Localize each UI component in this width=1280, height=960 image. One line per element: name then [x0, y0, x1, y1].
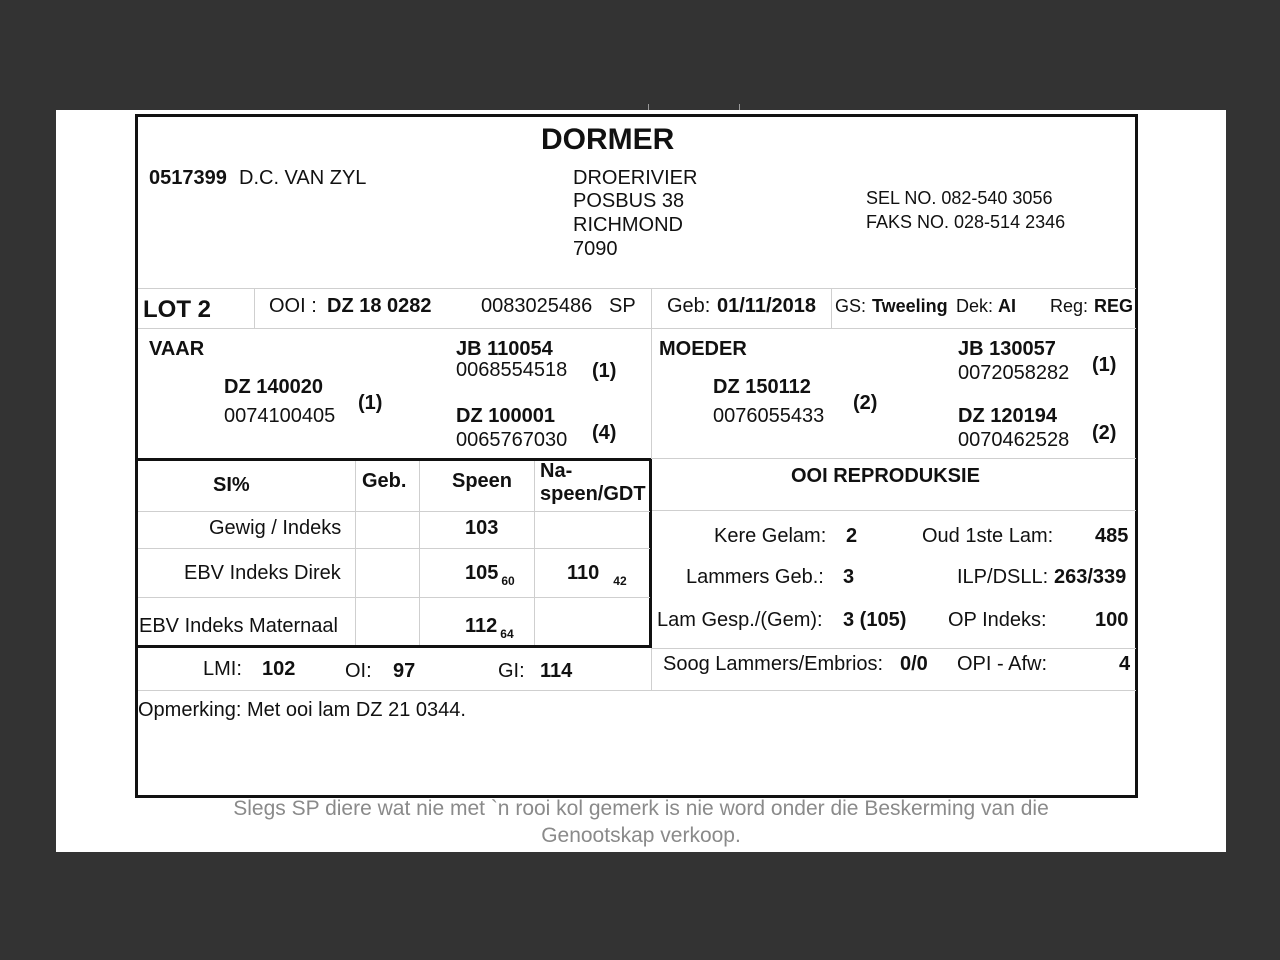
divider: [138, 548, 650, 549]
lambs-weaned-value: 3 (105): [843, 609, 907, 631]
post-weaning-value-main: 110: [567, 562, 600, 584]
si-table-border: [136, 458, 652, 461]
page-tick-mark: [739, 104, 740, 110]
post-weaning-accuracy: 42: [613, 574, 627, 588]
op-index-value: 100: [1095, 609, 1129, 631]
weaning-column-header: Speen: [452, 470, 513, 492]
first-lamb-age-value: 485: [1095, 525, 1129, 547]
remark: [138, 698, 466, 722]
breed-title: DORMER: [541, 123, 675, 156]
birth-status: Tweeling: [872, 296, 948, 316]
breeder-number: 0517399: [149, 167, 227, 189]
dam-sire-id: JB 130057: [958, 338, 1056, 360]
dam-heading: MOEDER: [659, 338, 747, 360]
sire-sire-number: 0068554518: [456, 359, 568, 381]
address-line: RICHMOND: [573, 214, 683, 236]
registration-label: Reg:: [1050, 296, 1089, 316]
table-row-label: EBV Indeks Maternaal: [139, 615, 338, 637]
mating-type: AI: [998, 296, 1016, 316]
ewe-number: 0083025486: [481, 295, 593, 317]
oi-value: 97: [393, 660, 416, 682]
opi-deviation-label: OPI - Afw:: [957, 653, 1048, 675]
dam-number: 0076055433: [713, 405, 825, 427]
birth-date-label: Geb:: [667, 295, 711, 317]
birth-date: 01/11/2018: [717, 295, 816, 317]
dam-dam-number: 0070462528: [958, 429, 1070, 451]
lambings-value: 2: [846, 525, 858, 547]
footer-note: Genootskap verkoop.: [541, 824, 741, 847]
address-line: POSBUS 38: [573, 190, 685, 212]
dam-id: DZ 150112: [713, 376, 811, 398]
divider: [138, 690, 1136, 691]
divider: [831, 288, 832, 328]
sire-dam-id: DZ 100001: [456, 405, 555, 427]
sire-dam-count: (4): [592, 422, 617, 444]
lambs-weaned-label: Lam Gesp./(Gem):: [657, 609, 823, 631]
weaning-value-main: 105: [465, 562, 499, 584]
remark-text: Met ooi lam DZ 21 0344.: [246, 699, 466, 721]
ilp-value: 263/339: [1054, 566, 1127, 588]
table-row-label: Gewig / Indeks: [209, 517, 342, 539]
oi-label: OI:: [345, 660, 372, 682]
sire-id: DZ 140020: [224, 376, 323, 398]
dam-sire-number: 0072058282: [958, 362, 1070, 384]
reproduction-title: OOI REPRODUKSIE: [791, 465, 980, 487]
dam-dam-count: (2): [1092, 422, 1117, 444]
divider: [138, 597, 650, 598]
phone-number: SEL NO. 082-540 3056: [866, 188, 1053, 208]
suckling-lambs-value: 0/0: [900, 653, 928, 675]
registration-status: REG: [1094, 296, 1134, 316]
sire-count: (1): [358, 392, 383, 414]
sp-marker: SP: [609, 295, 636, 317]
post-weaning-value: [567, 561, 627, 587]
post-weaning-column-header: speen/GDT: [540, 483, 646, 505]
lmi-value: 102: [262, 658, 296, 680]
divider: [534, 461, 535, 645]
birth-status-label: GS:: [835, 296, 867, 316]
fax-number: FAKS NO. 028-514 2346: [866, 212, 1066, 232]
address-line: DROERIVIER: [573, 167, 698, 189]
lmi-label: LMI:: [203, 658, 242, 680]
lambings-label: Kere Gelam:: [714, 525, 827, 547]
opi-deviation-value: 4: [1119, 653, 1131, 675]
sire-number: 0074100405: [224, 405, 336, 427]
ilp-label: ILP/DSLL:: [957, 566, 1049, 588]
divider: [355, 461, 356, 645]
post-weaning-column-header: Na-: [540, 460, 573, 482]
dam-count: (2): [853, 392, 878, 414]
sire-dam-number: 0065767030: [456, 429, 568, 451]
weaning-value-main: 112: [465, 615, 498, 637]
divider: [651, 510, 1136, 511]
table-row-label: EBV Indeks Direk: [184, 562, 341, 584]
si-header: SI%: [213, 474, 250, 496]
divider: [651, 648, 1136, 649]
mating-label: Dek:: [956, 296, 994, 316]
weaning-accuracy: 60: [501, 574, 515, 588]
first-lamb-age-label: Oud 1ste Lam:: [922, 525, 1054, 547]
lambs-born-label: Lammers Geb.:: [686, 566, 824, 588]
sire-sire-count: (1): [592, 360, 617, 382]
remark-label: Opmerking:: [138, 699, 242, 721]
weaning-accuracy: 64: [500, 627, 514, 641]
lambs-born-value: 3: [843, 566, 855, 588]
weaning-value: [465, 614, 514, 640]
divider: [651, 458, 1136, 459]
ewe-id: DZ 18 0282: [327, 295, 432, 317]
divider: [138, 288, 1136, 289]
breeder-name: D.C. VAN ZYL: [239, 167, 367, 189]
lot-label: LOT 2: [143, 296, 212, 323]
sire-heading: VAAR: [149, 338, 205, 360]
address-postcode: 7090: [573, 238, 618, 260]
divider: [138, 511, 650, 512]
op-index-label: OP Indeks:: [948, 609, 1047, 631]
gi-value: 114: [540, 660, 573, 682]
birth-column-header: Geb.: [362, 470, 407, 492]
dam-sire-count: (1): [1092, 354, 1117, 376]
si-table-border: [136, 645, 652, 648]
suckling-lambs-label: Soog Lammers/Embrios:: [663, 653, 884, 675]
divider: [138, 328, 1136, 329]
weaning-value: 103: [465, 517, 499, 539]
ewe-label: OOI :: [269, 295, 317, 317]
divider: [419, 461, 420, 645]
page-tick-mark: [648, 104, 649, 110]
dam-dam-id: DZ 120194: [958, 405, 1057, 427]
gi-label: GI:: [498, 660, 525, 682]
divider: [254, 288, 255, 328]
weaning-value: [465, 561, 515, 587]
sire-sire-id: JB 110054: [456, 338, 553, 360]
footer-note: Slegs SP diere wat nie met `n rooi kol gemerk is nie word onder die Beskerming van die: [233, 797, 1049, 820]
si-table-border: [649, 458, 652, 648]
